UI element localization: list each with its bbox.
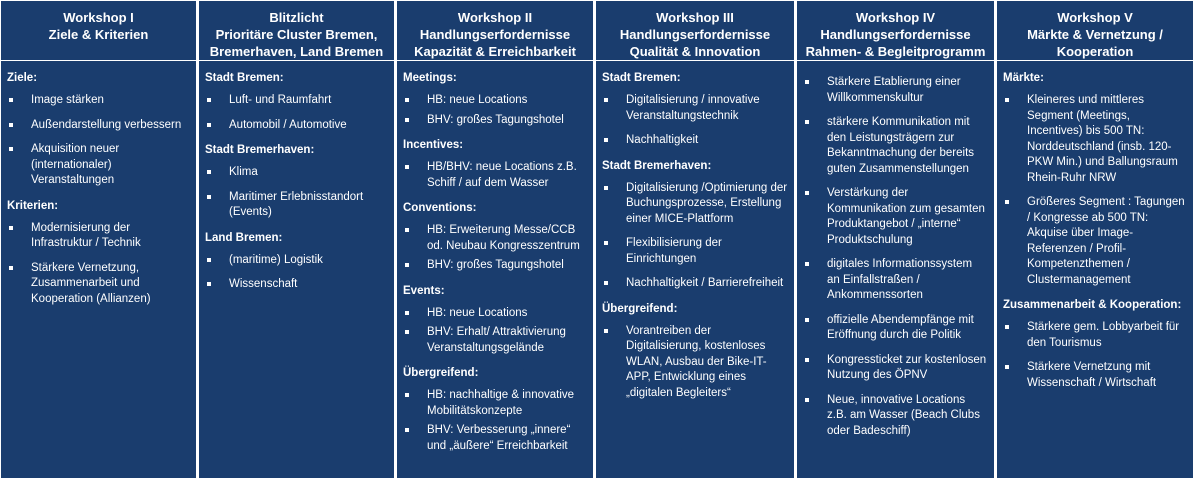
bullet-icon [405, 118, 409, 122]
section-label: Übergreifend: [602, 302, 678, 315]
title-line: Kapazität & Erreichbarkeit [414, 44, 576, 59]
column-title [1, 9, 196, 61]
list-item: HB/BHV: neue Locations z.B. Schiff / auf dem Wasser [403, 160, 587, 191]
bullet-icon [207, 195, 211, 199]
list-item: Stärkere Etablierung einer Willkommenskultur [803, 75, 988, 106]
list-item: BHV: Erhalt/ Attraktivierung Veranstaltungsgelände [403, 325, 587, 356]
title-line: Märkte & Vernetzung / [1027, 27, 1163, 42]
title-line: Qualität & Innovation [629, 44, 761, 59]
title-line: Prioritäre Cluster Bremen, Bremerhaven, Land Bremen [209, 27, 384, 59]
title-line: Workshop II [457, 10, 533, 25]
section-label: Stadt Bremerhaven: [205, 144, 315, 156]
list-item: Luft- und Raumfahrt [205, 93, 388, 109]
column-workshop-2 [397, 1, 593, 478]
bullet-icon [805, 262, 809, 266]
bullet-icon [805, 358, 809, 362]
column-title [596, 9, 794, 61]
bullet-icon [405, 263, 409, 267]
bullet-icon [604, 138, 608, 142]
column-title [397, 9, 593, 61]
bullet-icon [9, 98, 13, 102]
bullet-icon [604, 281, 608, 285]
list-item: Wissenschaft [205, 277, 388, 293]
bullet-icon [1005, 98, 1009, 102]
title-line: Workshop III [656, 10, 734, 25]
section-label: Conventions: [403, 202, 477, 214]
title-line: Workshop I [63, 10, 134, 25]
bullet-icon [805, 318, 809, 322]
bullet-icon [405, 428, 409, 432]
list-item: offizielle Abendempfänge mit Eröffnung durch die Politik [803, 313, 988, 344]
list-item: (maritime) Logistik [205, 253, 388, 269]
section-label: Ziele: [7, 72, 38, 84]
list-item: Stärkere Vernetzung, Zusammenarbeit und Kooperation (Allianzen) [7, 261, 190, 308]
bullet-icon [405, 98, 409, 102]
bullet-icon [1005, 325, 1009, 329]
column-workshop-1 [1, 1, 196, 478]
title-line: Kooperation [1056, 44, 1134, 59]
section-label: Stadt Bremerhaven: [602, 159, 712, 172]
list-item: Stärkere gem. Lobbyarbeit für den Tourismus [1003, 320, 1187, 351]
list-item: Kongressticket zur kostenlosen Nutzung des ÖPNV [803, 353, 988, 384]
list-item: Nachhaltigkeit / Barrierefreiheit [602, 276, 788, 292]
section-label: Kriterien: [7, 199, 59, 212]
list-item: Flexibilisierung der Einrichtungen [602, 236, 788, 267]
section-label: Zusammenarbeit & Kooperation: [1003, 299, 1182, 311]
column-title [797, 9, 994, 61]
section-label: Meetings: [403, 72, 457, 84]
section-label: Stadt Bremen: [602, 72, 681, 84]
list-item: BHV: großes Tagungshotel [403, 258, 587, 274]
column-title [199, 9, 394, 61]
bullet-icon [604, 186, 608, 190]
section-label: Land Bremen: [205, 231, 283, 244]
bullet-icon [207, 98, 211, 102]
bullet-icon [207, 123, 211, 127]
bullet-icon [805, 80, 809, 84]
section-label: Übergreifend: [403, 367, 479, 379]
title-line: Rahmen- & Begleitprogramm [805, 44, 986, 59]
column-title [997, 9, 1193, 61]
bullet-icon [1005, 200, 1009, 204]
list-item: Image stärken [7, 93, 190, 109]
list-item: HB: nachhaltige & innovative Mobilitätskonzepte [403, 388, 587, 419]
title-line: Blitzlicht [269, 10, 324, 25]
bullet-icon [1005, 365, 1009, 369]
list-item: BHV: großes Tagungshotel [403, 113, 587, 129]
bullet-icon [207, 170, 211, 174]
list-item: HB: neue Locations [403, 93, 587, 109]
list-item: Digitalisierung / innovative Veranstaltungstechnik [602, 93, 788, 124]
list-item: Verstärkung der Kommunikation zum gesamten Produktangebot / „interne“ Produktschulung [803, 186, 988, 248]
bullet-icon [805, 398, 809, 402]
list-item: Außendarstellung verbessern [7, 118, 190, 134]
bullet-icon [207, 258, 211, 262]
column-blitzlicht [199, 1, 394, 478]
bullet-icon [207, 282, 211, 286]
title-line: Workshop IV [855, 10, 936, 25]
list-item: Vorantreiben der Digitalisierung, kostenloses WLAN, Ausbau der Bike-IT-APP, Entwicklung eines „digitalen Begleiters“ [602, 324, 788, 402]
section-label: Märkte: [1003, 72, 1044, 84]
list-item: Neue, innovative Locations z.B. am Wasser (Beach Clubs oder Badeschiff) [803, 393, 988, 440]
section-label: Events: [403, 284, 445, 297]
list-item: Digitalisierung /Optimierung der Buchungsprozesse, Erstellung einer MICE-Plattform [602, 181, 788, 228]
bullet-icon [604, 241, 608, 245]
bullet-icon [405, 228, 409, 232]
bullet-icon [604, 329, 608, 333]
list-item: HB: Erweiterung Messe/CCB od. Neubau Kongresszentrum [403, 223, 587, 254]
bullet-icon [405, 311, 409, 315]
title-line: Handlungserfordernisse [419, 27, 571, 42]
bullet-icon [405, 330, 409, 334]
list-item: Nachhaltigkeit [602, 133, 788, 149]
bullet-icon [805, 120, 809, 124]
list-item: Akquisition neuer (internationaler) Veranstaltungen [7, 142, 190, 189]
column-workshop-3 [596, 1, 794, 478]
list-item: stärkere Kommunikation mit den Leistungsträgern zur Bekanntmachung der bereits guten Zusammenstellungen [803, 115, 988, 177]
list-item: Maritimer Erlebnisstandort (Events) [205, 190, 388, 221]
list-item: Kleineres und mittleres Segment (Meetings, Incentives) bis 500 TN: Norddeutschland (insb. 120-PKW Min.) und Ballungsraum Rhein-Ruhr NRW [1003, 93, 1187, 186]
bullet-icon [9, 226, 13, 230]
list-item: Modernisierung der Infrastruktur / Technik [7, 221, 190, 252]
list-item: HB: neue Locations [403, 306, 587, 322]
list-item: Größeres Segment : Tagungen / Kongresse ab 500 TN: Akquise über Image-Referenzen / Profil-Kompetenzthemen / Clustermanagement [1003, 195, 1187, 288]
list-item: Automobil / Automotive [205, 118, 388, 134]
section-label: Stadt Bremen: [205, 72, 284, 84]
section-label: Incentives: [403, 139, 464, 151]
column-workshop-4 [797, 1, 994, 478]
bullet-icon [9, 266, 13, 270]
bullet-icon [9, 123, 13, 127]
title-line: Ziele & Kriterien [48, 27, 149, 42]
list-item: Klima [205, 165, 388, 181]
bullet-icon [604, 98, 608, 102]
title-line: Handlungserfordernisse [619, 27, 771, 42]
title-line: Workshop V [1057, 10, 1133, 25]
list-item: Stärkere Vernetzung mit Wissenschaft / Wirtschaft [1003, 360, 1187, 391]
bullet-icon [9, 147, 13, 151]
list-item: digitales Informationssystem an Einfallstraßen / Ankommenssorten [803, 257, 988, 304]
bullet-icon [405, 165, 409, 169]
column-workshop-5 [997, 1, 1193, 478]
title-line: Handlungserfordernisse [820, 27, 971, 42]
list-item: BHV: Verbesserung „innere“ und „äußere“ Erreichbarkeit [403, 423, 587, 454]
bullet-icon [805, 191, 809, 195]
bullet-icon [405, 393, 409, 397]
